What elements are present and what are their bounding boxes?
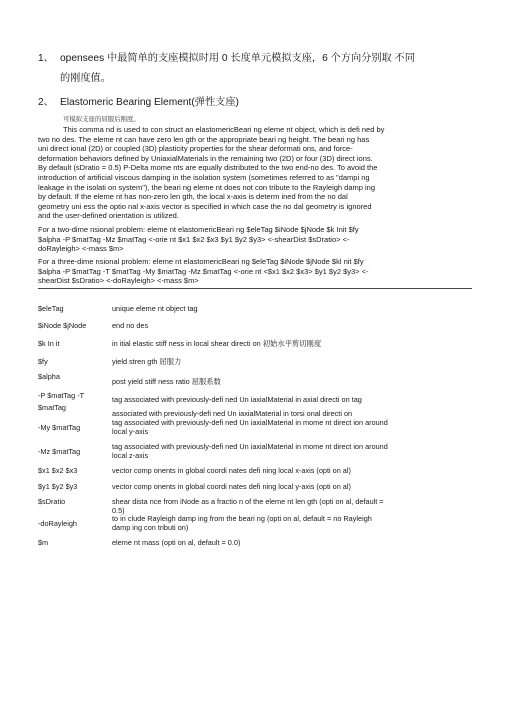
param-key: $eleTag — [38, 304, 64, 313]
param-desc-line: end no des — [112, 321, 149, 330]
description-line: geometry uni ess the optio nal x-axis vector is specified in which case the no dal geometry is ignored — [38, 201, 372, 211]
param-desc-line: vector comp onents in global coordi nates defi ning local y-axis (opti on al) — [112, 482, 351, 491]
param-desc-line: to in clude Rayleigh damp ing from the beari ng (opti on al, default = no Rayleigh — [112, 514, 372, 523]
param-key: $x1 $x2 $x3 — [38, 466, 78, 475]
description-line: leakage in the isolati on system"), the beari ng eleme nt does not con tribute to the Rayleigh damp ing — [38, 182, 376, 192]
param-desc-line: tag associated with previously-defi ned Un iaxialMaterial in axial directi on tag — [112, 395, 362, 404]
param-key: $sDratio — [38, 497, 66, 506]
param-key: $k In it — [38, 339, 60, 348]
section-1-continuation: 的刚度值。 — [60, 73, 111, 84]
syntax-line: For a three-dime nsional problem: eleme nt elastomericBeari ng $eleTag $iNode $jNode $kl nit $fy — [38, 257, 364, 266]
param-key: $m — [38, 538, 49, 547]
param-desc — [112, 482, 472, 491]
description-line: and the user-defined orientation is utilized. — [38, 211, 179, 221]
param-desc-line: local y-axis — [112, 427, 149, 436]
description-line: introduction of artificial viscous damping in the isolation system (sometimes referred to as "dampi ng — [38, 172, 370, 182]
param-desc — [112, 418, 472, 436]
syntax-line: For a two-dime nsional problem: eleme nt elastomericBeari ng $eleTag $iNode $jNode $k Init $fy — [38, 225, 359, 234]
section-2-heading — [38, 95, 239, 110]
param-desc-line: tag associated with previously-defi ned Un iaxialMaterial in mome nt direct ion around — [112, 418, 388, 427]
three-dim-syntax — [38, 257, 472, 286]
param-desc-line: tag associated with previously-defi ned Un iaxialMaterial in mome nt direct ion around — [112, 442, 388, 451]
syntax-line: $alpha -P $matTag -Mz $matTag <-orie nt $x1 $x2 $x3 $y1 $y2 $y3> <-shearDist $sDratio> <- — [38, 234, 350, 244]
param-desc-line: associated with previously-defi ned Un iaxialMaterial in torsi onal directi on — [112, 409, 353, 418]
param-key: -My $matTag — [38, 423, 81, 432]
description-line: deformation behaviors defined by UniaxialMaterials in the remaining two (2D) or four (3D) direct ions. — [38, 153, 373, 163]
section-1-text: opensees 中最简单的支座模拟时用 0 长度单元模拟支座，6 个方向分别取 不同 — [60, 53, 415, 64]
param-desc-line: in itial elastic stiff ness in local shear directi on 初始水平剪切刚度 — [112, 339, 322, 348]
param-desc — [112, 339, 472, 348]
param-desc — [112, 304, 472, 313]
param-desc-line: damp ing con tributi on) — [112, 523, 189, 532]
param-desc-line: eleme nt mass (opti on al, default = 0.0) — [112, 538, 241, 547]
param-key: $alpha — [38, 372, 60, 381]
section-2-number: 2、 — [38, 97, 54, 108]
param-desc — [112, 497, 472, 515]
syntax-line: shearDist $sDratio> <-doRayleigh> <-mass $m> — [38, 276, 199, 286]
param-key: -doRayleigh — [38, 519, 77, 528]
param-key: $iNode $jNode — [38, 321, 87, 330]
param-key: $y1 $y2 $y3 — [38, 482, 78, 491]
description-line: two no des. The eleme nt can have zero len gth or the appropriate beari ng height. The beari ng has — [38, 134, 370, 144]
param-desc-line: vector comp onents in global coordi nates defi ning local x-axis (opti on al) — [112, 466, 351, 475]
syntax-line: doRayleigh> <-mass $m> — [38, 244, 124, 254]
section-2-title: Elastomeric Bearing Element(弹性支座) — [60, 97, 239, 108]
param-key: $fy — [38, 357, 48, 366]
section-divider — [38, 288, 472, 289]
param-desc-line: local z-axis — [112, 451, 149, 460]
section-1-number: 1、 — [38, 53, 54, 64]
section-2-note: 可模拟支座的屈服后刚度。 — [63, 116, 140, 123]
syntax-line: $alpha -P $matTag -T $matTag -My $matTag -Mz $matTag <-orie nt <$x1 $x2 $x3> $y1 $y2 $y3> <- — [38, 266, 369, 276]
param-desc-line: shear dista nce from iNode as a fractio n of the eleme nt len gth (opti on al, default = — [112, 497, 384, 506]
param-desc-line: unique eleme nt object tag — [112, 304, 198, 313]
param-key: $matTag — [38, 403, 66, 412]
param-key: -Mz $matTag — [38, 447, 81, 456]
param-desc — [112, 466, 472, 475]
description-line: By default (sDratio = 0.5) P-Delta mome nts are equally distributed to the two end-no des. To avoid the — [38, 163, 378, 173]
param-desc — [112, 321, 472, 330]
param-desc — [112, 442, 472, 460]
param-desc — [112, 409, 472, 418]
two-dim-syntax — [38, 225, 472, 254]
param-desc — [112, 538, 472, 547]
param-key: -P $matTag -T — [38, 391, 85, 400]
param-desc-line: yield stren gth 屈服力 — [112, 357, 182, 366]
description-line: This comma nd is used to con struct an elastomericBeari ng eleme nt object, which is defi ned by — [63, 125, 385, 134]
description-line: uni direct ional (2D) or coupled (3D) plasticity properties for the shear deformati ons, and force- — [38, 144, 353, 154]
param-desc — [112, 514, 472, 532]
param-desc-line: post yield stiff ness ratio 屈服系数 — [112, 377, 221, 386]
param-desc — [112, 357, 472, 366]
param-desc-line: 0.5) — [112, 506, 125, 515]
description-line: by default. If the eleme nt has non-zero len gth, the local x-axis is determ ined from the no dal — [38, 192, 348, 202]
param-desc — [112, 395, 472, 404]
param-desc — [112, 377, 472, 386]
description-paragraph — [38, 125, 472, 221]
section-1-heading — [38, 51, 415, 66]
